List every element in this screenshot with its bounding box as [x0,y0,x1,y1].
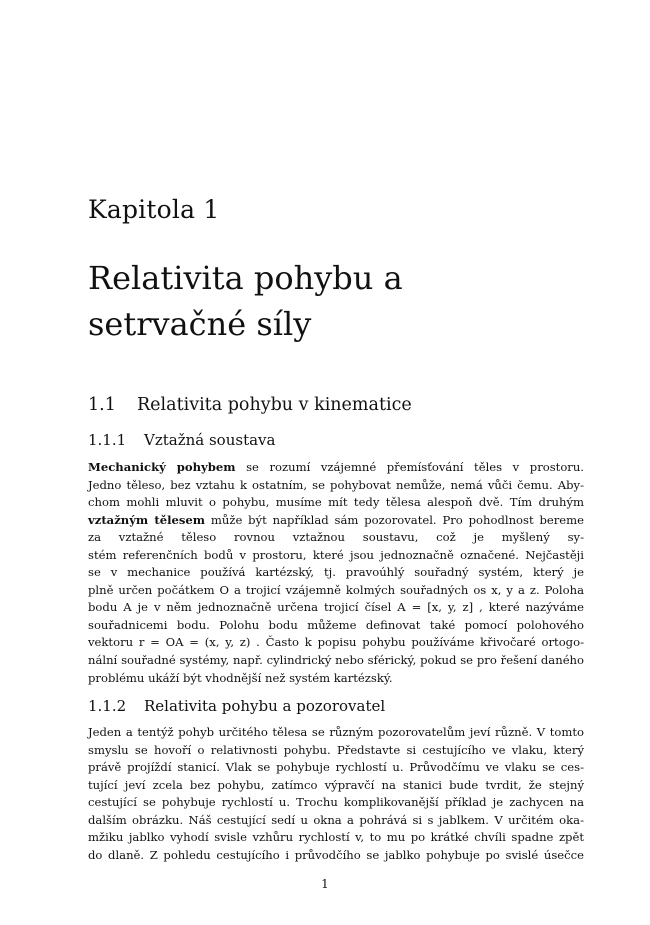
paragraph-line: vztažným tělesem může být například sám pozorovatel. Pro pohodlnost bereme [88,512,584,527]
section-heading [88,395,412,415]
paragraph-line: právě projíždí stanicí. Vlak se pohybuje rychlostí u. Průvodčímu ve vlaku se ces- [88,760,584,775]
paragraph-line: mžiku jablko vyhodí svisle vzhůru rychlostí v, to mu po krátké chvíli spadne zpět [88,830,584,845]
term: vztažným tělesem [88,512,206,527]
page-number: 1 [321,877,329,891]
chapter-title-line-2: setrvačné síly [88,305,312,343]
paragraph-line: chom mohli mluvit o pohybu, musíme mít tedy tělesa alespoň dvě. Tím druhým [88,495,584,510]
paragraph-line: vektoru r = OA = (x, y, z) . Často k popisu pohybu používáme křivočaré ortogo- [88,635,584,650]
section-number: 1.1 [88,395,116,415]
subsection-title: Vztažná soustava [144,431,276,449]
paragraph-line: za vztažné těleso rovnou vztažnou soustavu, což je myšlený sy- [88,530,584,545]
chapter-label: Kapitola 1 [88,195,220,224]
paragraph-line: plně určen počátkem O a trojicí vzájemně kolmých souřadných os x, y a z. Poloha [88,582,584,597]
section-title: Relativita pohybu v kinematice [137,395,412,415]
subsection-number: 1.1.2 [88,697,127,715]
paragraph-line: souřadnicemi bodu. Polohu bodu můžeme definovat také pomocí polohového [88,617,584,632]
paragraph-line: Mechanický pohybem se rozumí vzájemné přemísťování těles v prostoru. [88,460,584,474]
chapter-title-line-1: Relativita pohybu a [88,259,403,297]
paragraph-line: se v mechanice používá kartézský, tj. pravoúhlý souřadný systém, který je [88,565,584,580]
paragraph-line: nální souřadné systémy, např. cylindrický nebo sférický, pokud se pro řešení daného [88,653,584,668]
paragraph-line: tující jeví zcela bez pohybu, zatímco výpravčí na stanici bude tvrdit, že stejný [88,777,584,792]
subsection-title: Relativita pohybu a pozorovatel [144,697,386,715]
paragraph-relativity-observer [88,724,584,864]
paragraph-line: bodu A je v něm jednoznačně určena trojicí čísel A = [x, y, z] , které nazýváme [88,600,584,615]
paragraph-line: do dlaně. Z pohledu cestujícího i průvodčího se jablko pohybuje po svislé úsečce [88,847,584,862]
paragraph-line: Jedno těleso, bez vztahu k ostatním, se pohybovat nemůže, nemá vůči čemu. Aby- [88,477,584,492]
paragraph-line: smyslu se hovoří o relativnosti pohybu. Představte si cestujícího ve vlaku, který [88,742,584,757]
paragraph-line: cestující se pohybuje rychlostí u. Trochu komplikovanější příklad je zachycen na [88,795,584,810]
paragraph-reference-frame [88,459,584,687]
chapter-title [88,255,568,347]
term: Mechanický pohybem [88,460,236,474]
subsection-number: 1.1.1 [88,431,127,449]
paragraph-line: problému ukáží být vhodnější než systém kartézský. [88,670,393,685]
subsection-heading-1 [88,431,275,449]
paragraph-line: dalším obrázku. Náš cestující sedí u okna a pohrává si s jablkem. V určitém oka- [88,812,584,827]
paragraph-line: stém referenčních bodů v prostoru, které jsou jednoznačně označené. Nejčastěji [88,547,584,562]
subsection-heading-2 [88,697,385,715]
paragraph-line: Jeden a tentýž pohyb určitého tělesa se různým pozorovatelům jeví různě. V tomto [88,725,584,739]
